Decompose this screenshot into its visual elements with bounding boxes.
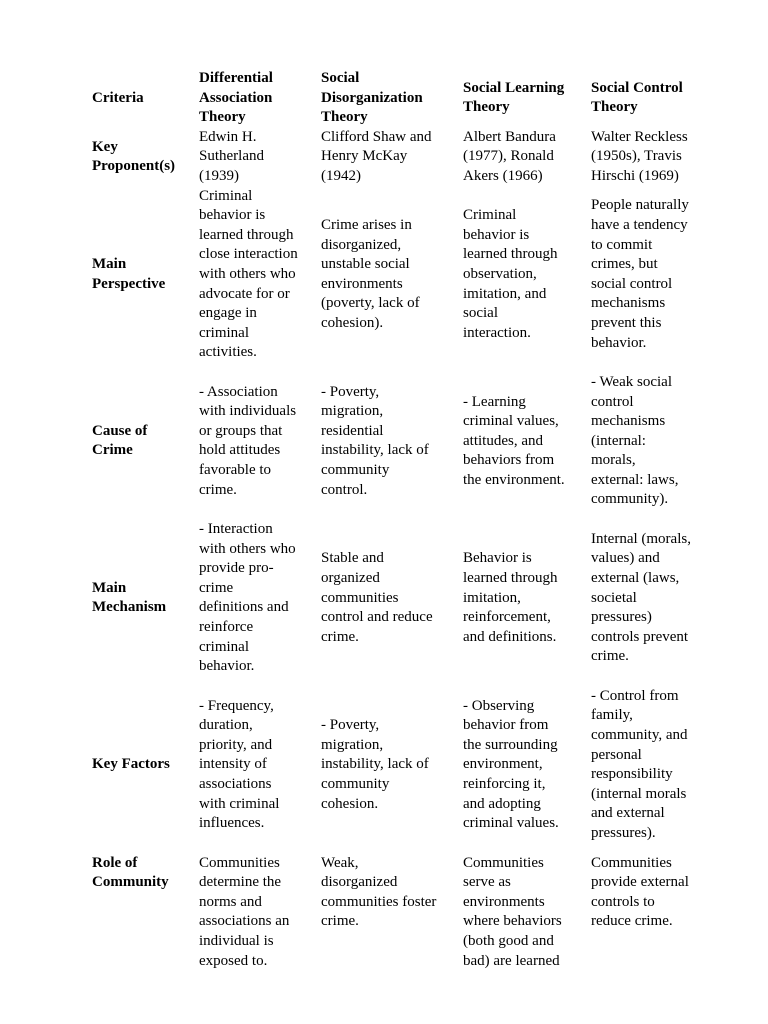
table-cell: Clifford Shaw and Henry McKay (1942) [321,128,432,184]
table-cell: Edwin H. Sutherland (1939) [199,128,264,184]
table-header-row [90,69,717,128]
table-row [90,373,717,520]
table-cell: Communities provide external controls to reduce crime. [591,854,689,930]
table-cell: Crime arises in disorganized, unstable social environments (poverty, lack of cohesion). [321,216,420,331]
header-social-control: Social Control Theory [591,79,683,116]
row-label-key-factors: Key Factors [92,756,170,773]
table-cell: Communities serve as environments where behaviors (both good and bad) are learned [463,854,562,969]
table-cell: - Frequency, duration, priority, and intensity of associations with criminal influences. [199,697,280,832]
table-cell: Internal (morals, values) and external (laws, societal pressures) controls prevent crime. [591,530,691,665]
table-cell: - Interaction with others who provide pro- crime definitions and reinforce criminal behavior. [199,521,296,675]
table-row [90,128,717,187]
header-social-learning: Social Learning Theory [463,79,565,116]
table-cell: Criminal behavior is learned through observation, imitation, and social interaction. [463,207,558,341]
table-cell: Stable and organized communities control and reduce crime. [321,550,433,645]
table-cell: Criminal behavior is learned through close interaction with others who advocate for or engage in criminal activities. [199,187,298,361]
table-cell: - Learning criminal values, attitudes, and behaviors from the environment. [463,393,565,488]
header-social-disorganization: Social Disorganization Theory [321,70,423,126]
table-cell: - Observing behavior from the surrounding environment, reinforcing it, and adopting criminal values. [463,697,559,832]
table-row [90,687,717,854]
table-cell: - Association with individuals or groups that hold attitudes favorable to crime. [199,383,297,498]
table-cell: Albert Bandura (1977), Ronald Akers (1966) [463,128,556,184]
row-label-main-perspective: Main Perspective [92,256,166,292]
table-cell: Communities determine the norms and associations an individual is exposed to. [199,854,290,969]
table-cell: - Poverty, migration, instability, lack of community cohesion. [321,717,429,812]
header-criteria: Criteria [92,89,144,106]
table-cell: Walter Reckless (1950s), Travis Hirschi (1969) [591,128,688,184]
table-row [90,520,717,687]
table-cell: - Poverty, migration, residential instability, lack of community control. [321,383,429,498]
table-cell: - Control from family, community, and personal responsibility (internal morals and external pressures). [591,687,688,841]
table-cell: - Weak social control mechanisms (internal: morals, external: laws, community). [591,373,679,508]
theories-comparison-table [90,69,717,971]
header-differential-association: Differential Association Theory [199,70,273,126]
table-row [90,187,717,373]
table-cell: Behavior is learned through imitation, reinforcement, and definitions. [463,550,558,645]
row-label-key-proponents: Key Proponent(s) [92,138,176,175]
row-label-cause-of-crime: Cause of Crime [92,422,148,459]
table-cell: People naturally have a tendency to commit crimes, but social control mechanisms prevent this behavior. [591,197,689,351]
table-cell: Weak, disorganized communities foster crime. [321,854,437,930]
row-label-main-mechanism: Main Mechanism [92,579,167,616]
table-row [90,854,717,972]
row-label-role-of-community: Role of Community [92,854,169,891]
